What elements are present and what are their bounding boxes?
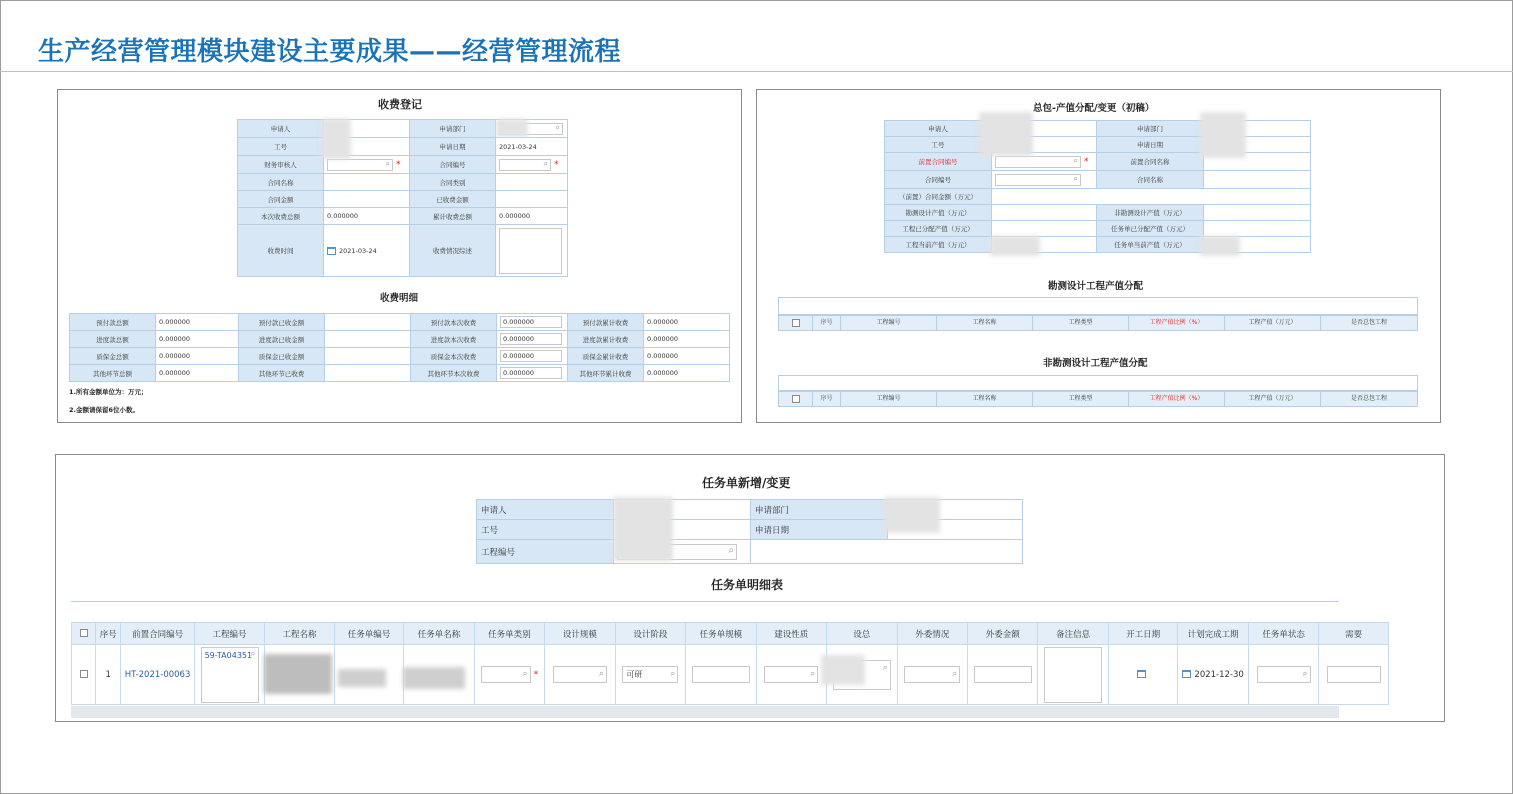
auditor-label: 财务审核人 bbox=[238, 156, 324, 174]
required-mark: * bbox=[533, 669, 539, 680]
redacted-dept bbox=[884, 497, 940, 533]
note-unit: 1.所有金额单位为：万元； bbox=[69, 388, 148, 396]
redacted-project-name bbox=[264, 654, 332, 694]
task-order-panel bbox=[55, 454, 1445, 722]
note-decimal: 2.金额请保留6位小数。 bbox=[69, 406, 140, 414]
search-icon[interactable]: ⌕ bbox=[555, 122, 560, 132]
table-row: 质保金总额 0.000000 质保金已收金额 质保金本次收费 0.000000 质保金累计收费 0.000000 bbox=[70, 348, 730, 365]
redacted-value bbox=[1200, 236, 1240, 256]
required-mark: * bbox=[1084, 156, 1089, 167]
dept-label: 申请部门 bbox=[410, 120, 496, 138]
search-icon[interactable]: ⌕ bbox=[728, 544, 734, 556]
calendar-icon[interactable] bbox=[1137, 670, 1146, 678]
contract-type-label: 合同类别 bbox=[410, 174, 496, 191]
alloc-form: 申请人 申请部门 工号 申请日期 前置合同编号 ⌕ * 前置合同名称 合同编号 ⌕ 合同名称 （前置）合同金额（万元） 勘测设计产值（万元） 非勘测设计产值（万元） 工程已分配产值（万元） 任务单已分配产值（万元） 工程当前产值（万元） 任务单当前产值（万元） bbox=[884, 120, 1311, 253]
contract-no-label: 合同编号 bbox=[410, 156, 496, 174]
required-mark: * bbox=[396, 159, 401, 170]
redacted-value bbox=[990, 236, 1040, 256]
fee-detail-table bbox=[69, 313, 730, 382]
redacted-dept bbox=[1200, 112, 1246, 158]
fee-desc-label: 收费情况综述 bbox=[410, 225, 496, 277]
redacted-applicant bbox=[613, 497, 673, 561]
nonsurvey-section-title: 非勘测设计工程产值分配 bbox=[1043, 358, 1148, 369]
fee-detail-title: 收费明细 bbox=[380, 293, 419, 304]
search-icon[interactable]: ⌕ bbox=[598, 669, 604, 679]
search-icon[interactable]: ⌕ bbox=[385, 158, 390, 168]
fee-registration-panel bbox=[57, 89, 742, 423]
projno-textarea[interactable]: 59-TA04351 ⌕ bbox=[201, 647, 259, 703]
select-all-checkbox[interactable] bbox=[792, 319, 800, 327]
task-panel-title: 任务单新增/变更 bbox=[702, 476, 791, 490]
search-icon[interactable]: ⌕ bbox=[810, 669, 816, 679]
this-total-label: 本次收费总额 bbox=[238, 208, 324, 225]
search-icon[interactable]: ⌕ bbox=[543, 158, 548, 168]
search-icon[interactable]: ⌕ bbox=[952, 669, 958, 679]
header-row: 序号 前置合同编号 工程编号 工程名称 任务单编号 任务单名称 任务单类别 设计规模 设计阶段 任务单规模 建设性质 设总 外委情况 外委金额 备注信息 开工日期 计划完成工期 任务单状态 需要 bbox=[72, 623, 1389, 645]
survey-grid-header: 序号 工程编号 工程名称 工程类型 工程产值比例（%） 工程产值（万元） 是否总包工程 bbox=[778, 315, 1418, 331]
search-icon[interactable]: ⌕ bbox=[670, 669, 676, 679]
cum-total-label: 累计收费总额 bbox=[410, 208, 496, 225]
row-checkbox[interactable] bbox=[80, 670, 88, 678]
nonsurvey-grid-toolbar bbox=[778, 375, 1418, 391]
horizontal-scrollbar[interactable] bbox=[71, 706, 1339, 718]
title-divider bbox=[0, 71, 1513, 72]
slide-title: 生产经营管理模块建设主要成果——经营管理流程 bbox=[38, 37, 622, 67]
calendar-icon[interactable] bbox=[1182, 670, 1191, 678]
amount-input[interactable]: 0.000000 bbox=[500, 367, 562, 379]
required-mark: * bbox=[554, 159, 559, 170]
redacted-applicant bbox=[321, 119, 351, 159]
pre-contract-no-label: 前置合同编号 bbox=[885, 153, 992, 171]
date-value: 2021-03-24 bbox=[496, 138, 568, 156]
detail-divider bbox=[71, 601, 1339, 602]
value-allocation-panel bbox=[756, 89, 1441, 423]
search-icon[interactable]: ⌕ bbox=[1302, 669, 1308, 679]
table-row: 1 HT-2021-00063 59-TA04351 ⌕ ⌕ * ⌕ 可研 ⌕ ⌕ ⌕ ⌕ 2021-12-30 ⌕ bbox=[72, 645, 1389, 705]
amount-input[interactable]: 0.000000 bbox=[500, 316, 562, 328]
redacted-task-no bbox=[338, 669, 386, 687]
task-detail-title: 任务单明细表 bbox=[711, 578, 784, 592]
applicant-label: 申请人 bbox=[238, 120, 324, 138]
jobno-label: 工号 bbox=[238, 138, 324, 156]
redacted-dept bbox=[496, 119, 528, 137]
redacted-chief-designer bbox=[821, 655, 865, 685]
fee-form bbox=[237, 119, 568, 277]
table-row: 进度款总额 0.000000 进度款已收金额 进度款本次收费 0.000000 进度款累计收费 0.000000 bbox=[70, 331, 730, 348]
task-form: 申请人 申请部门 工号 申请日期 工程编号 ⌕ bbox=[476, 499, 1023, 564]
table-row: 其他环节总额 0.000000 其他环节已收费 其他环节本次收费 0.000000 其他环节累计收费 0.000000 bbox=[70, 365, 730, 382]
contract-name-label: 合同名称 bbox=[238, 174, 324, 191]
search-icon[interactable]: ⌕ bbox=[522, 669, 528, 679]
contract-no-field[interactable] bbox=[496, 156, 568, 174]
calendar-icon[interactable] bbox=[327, 247, 336, 255]
contract-no-field[interactable] bbox=[992, 171, 1097, 189]
alloc-panel-title: 总包-产值分配/变更（初稿） bbox=[1033, 103, 1155, 114]
redacted-task-name bbox=[403, 667, 465, 689]
remark-textarea[interactable] bbox=[1044, 647, 1102, 703]
fee-time-field[interactable]: 2021-03-24 bbox=[324, 225, 410, 277]
fee-time-label: 收费时间 bbox=[238, 225, 324, 277]
amount-input[interactable]: 0.000000 bbox=[500, 333, 562, 345]
task-detail-grid bbox=[71, 622, 1363, 706]
cum-total-value: 0.000000 bbox=[496, 208, 568, 225]
survey-grid-toolbar bbox=[778, 297, 1418, 315]
search-icon[interactable]: ⌕ bbox=[1073, 155, 1078, 165]
search-icon[interactable]: ⌕ bbox=[882, 662, 888, 673]
contract-amount-label: 合同金额 bbox=[238, 191, 324, 208]
this-total-value: 0.000000 bbox=[324, 208, 410, 225]
amount-input[interactable]: 0.000000 bbox=[500, 350, 562, 362]
received-label: 已收费金额 bbox=[410, 191, 496, 208]
contract-link[interactable]: HT-2021-00063 bbox=[121, 645, 195, 705]
table-row: 预付款总额 0.000000 预付款已收金额 预付款本次收费 0.000000 预付款累计收费 0.000000 bbox=[70, 314, 730, 331]
select-all-checkbox[interactable] bbox=[80, 629, 88, 637]
search-icon[interactable]: ⌕ bbox=[250, 648, 256, 659]
search-icon[interactable]: ⌕ bbox=[1073, 173, 1078, 183]
select-all-checkbox[interactable] bbox=[792, 395, 800, 403]
survey-section-title: 勘测设计工程产值分配 bbox=[1048, 281, 1144, 292]
nonsurvey-grid-header: 序号 工程编号 工程名称 工程类型 工程产值比例（%） 工程产值（万元） 是否总包工程 bbox=[778, 391, 1418, 407]
redacted-applicant bbox=[979, 112, 1033, 156]
date-label: 申请日期 bbox=[410, 138, 496, 156]
fee-panel-title: 收费登记 bbox=[378, 98, 422, 111]
fee-desc-textarea[interactable] bbox=[496, 225, 568, 277]
